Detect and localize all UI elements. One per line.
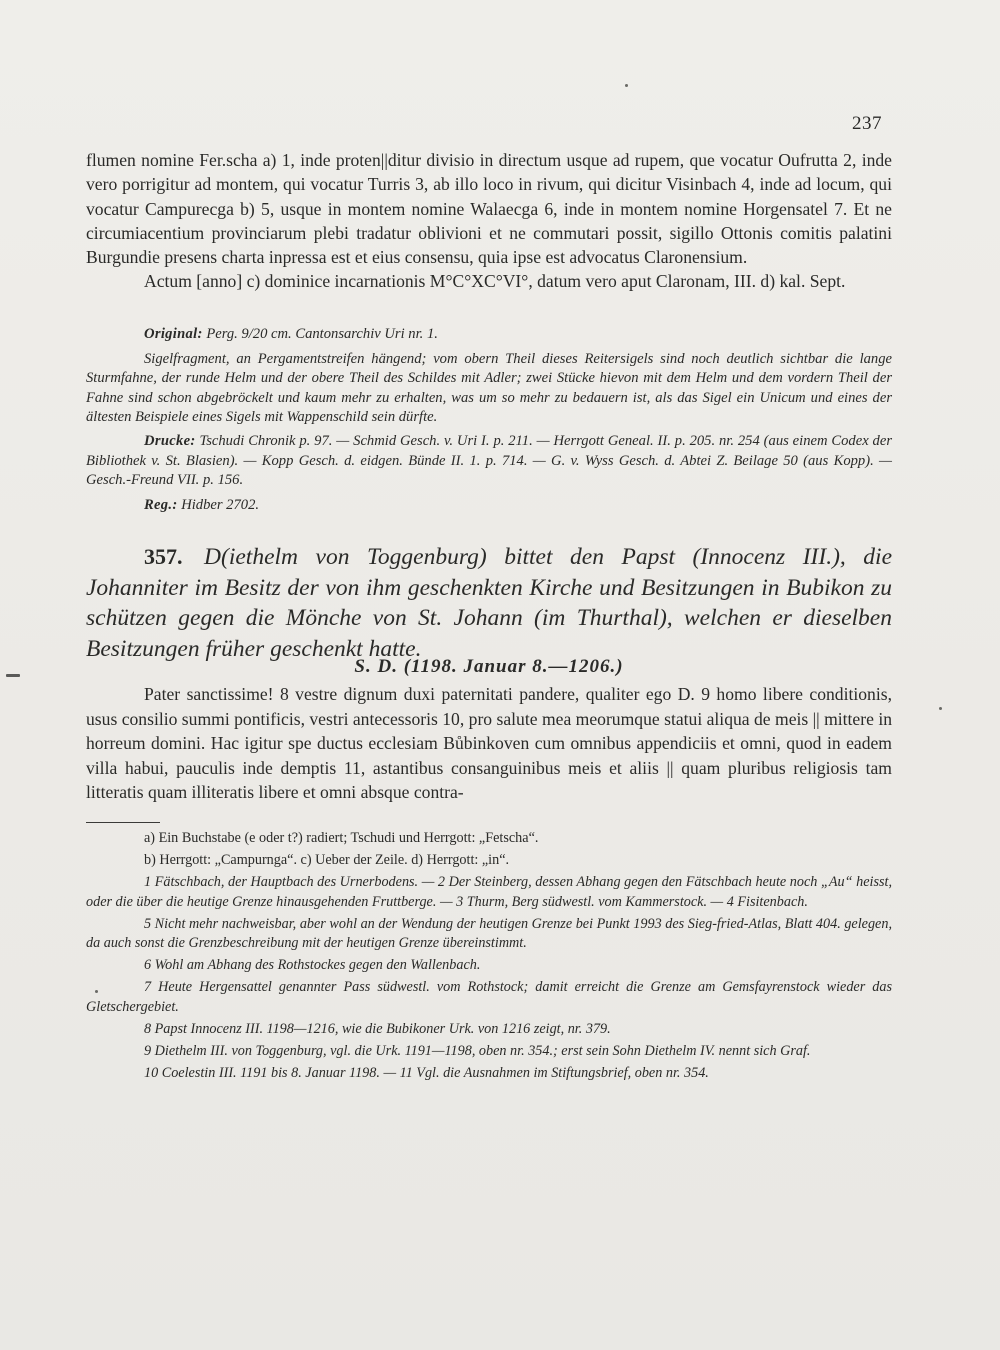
page-number: 237 xyxy=(852,113,882,134)
scan-edge-mark xyxy=(6,674,20,677)
document-text: Pater sanctissime! 8 vestre dignum duxi paternitati pandere, qualiter ego D. 9 homo libere conditionis, usus consilio summi pontificis, vestri antecessoris 10, pro salute mea meorumque statui aliqua de meis || mittere in horreum domini. Hac igitur spe ductus ecclesiam Bůbinkoven cum omnibus appendiciis et omni, quod in eadem villa habui, pauculis inde demptis 11, astantibus consanguinibus meis et aliis || quam pluribus religiosis tam litteratis quam illiteratis libere et omni absque contra- xyxy=(86,684,892,802)
prints-label: Drucke: xyxy=(144,432,196,449)
footnote-7: 7 Heute Hergensattel genannter Pass südwestl. vom Rothstock; damit erreicht die Grenze am Gemsfayrenstock wieder das Gletschergebiet. xyxy=(86,979,892,1015)
charter-text xyxy=(86,148,892,294)
footnotes xyxy=(86,829,892,1086)
document-date: S. D. (1198. Januar 8.—1206.) xyxy=(354,656,624,677)
scan-speck xyxy=(625,84,628,87)
footnote-b-c-d: b) Herrgott: „Campurnga“. c) Ueber der Zeile. d) Herrgott: „in“. xyxy=(144,852,510,869)
document-summary: D(iethelm von Toggenburg) bittet den Papst (Innocenz III.), die Johanniter im Besitz der von ihm geschenkten Kirche und Besitzungen in Bubikon zu schützen gegen die Mönche von St. Johann (im Thurthal), welchen er dieselben Besitzungen früher geschenkt hatte. xyxy=(86,544,893,662)
footnote-10-11: 10 Coelestin III. 1191 bis 8. Januar 1198. — 11 Vgl. die Ausnahmen im Stiftungsbrief, oben nr. 354. xyxy=(144,1065,709,1082)
original-label: Original: xyxy=(144,326,203,342)
footnote-a: a) Ein Buchstabe (e oder t?) radiert; Tschudi und Herrgott: „Fetscha“. xyxy=(144,830,539,846)
regest-label: Reg.: xyxy=(144,496,178,513)
footnote-9: 9 Diethelm III. von Toggenburg, vgl. die Urk. 1191—1198, oben nr. 354.; erst sein Sohn Diethelm IV. nennt sich Graf. xyxy=(144,1043,811,1060)
footnote-divider xyxy=(86,822,160,823)
document-body xyxy=(86,682,892,805)
footnote-8: 8 Papst Innocenz III. 1198—1216, wie die Bubikoner Urk. von 1216 zeigt, nr. 379. xyxy=(144,1020,611,1037)
regest-text: Hidber 2702. xyxy=(181,496,260,513)
archival-notes xyxy=(86,325,892,520)
footnote-6: 6 Wohl am Abhang des Rothstockes gegen den Wallenbach. xyxy=(144,957,481,974)
scan-speck xyxy=(95,990,98,993)
footnote-1-4: 1 Fätschbach, der Hauptbach des Urnerbodens. — 2 Der Steinberg, dessen Abhang gegen den Fätschbach heute noch „Au“ heisst, oder die über die heutige Grenze hinausgehenden Fruttberge. — 3 Thurm, Berg südwestl. vom Kammerstock. — 4 Fisitenbach. xyxy=(86,874,892,910)
regest-note xyxy=(86,496,892,516)
prints-note xyxy=(86,432,892,491)
document-number: 357. xyxy=(144,544,183,569)
seal-description: Sigelfragment, an Pergamentstreifen hängend; vom obern Theil dieses Reitersigels sind noch deutlich sichtbar die lange Sturmfahne, der runde Helm und der obere Theil des Schildes mit Adler; zwei Stücke hievon mit dem Helm und dem vordern Theil der Fahne sind schon abgebröckelt und kaum mehr zu erhalten, was um so mehr zu bedauern ist, als das Sigel ein Unicum und eines der ältesten Beispiele eines Sigels mit Wappenschild sein dürfte. xyxy=(86,350,892,426)
footnote-5: 5 Nicht mehr nachweisbar, aber wohl an der Wendung der heutigen Grenze bei Punkt 1993 des Sieg-fried-Atlas, Blatt 404. gelegen, da auch sonst die Grenzbeschreibung mit der heutigen Grenze übereinstimmt. xyxy=(86,915,892,952)
document-heading xyxy=(86,542,892,664)
charter-paragraph-2: Actum [anno] c) dominice incarnationis M°C°XC°VI°, datum vero aput Claronam, III. d) kal. Sept. xyxy=(144,271,846,292)
original-note xyxy=(86,325,892,345)
scan-speck xyxy=(939,707,942,710)
original-text: Perg. 9/20 cm. Cantonsarchiv Uri nr. 1. xyxy=(206,326,438,342)
charter-paragraph-1: flumen nomine Fer.scha a) 1, inde proten||ditur divisio in directum usque ad rupem, que vocatur Oufrutta 2, inde vero porrigitur ad montem, qui vocatur Turris 3, ab illo loco in rivum, qui dicitur Visinbach 4, inde ad locum, qui vocatur Campurecga b) 5, usque in montem nomine Walaecga 6, inde in montem nomine Horgensatel 7. Et ne circumiacentium provinciarum plebi tradatur oblivioni et ne commutari possit, sigillo Ottonis comitis palatini Burgundie presens charta inpressa est et eius consensu, quia ipse est advocatus Claronensium. xyxy=(86,150,892,268)
prints-text: Tschudi Chronik p. 97. — Schmid Gesch. v. Uri I. p. 211. — Herrgott Geneal. II. p. 205. nr. 254 (aus einem Codex der Bibliothek v. St. Blasien). — Kopp Gesch. d. eidgen. Bünde II. 1. p. 714. — G. v. Wyss Gesch. d. Abtei Z. Beilage 50 (aus Kopp). — Gesch.-Freund VII. p. 156. xyxy=(86,432,893,489)
